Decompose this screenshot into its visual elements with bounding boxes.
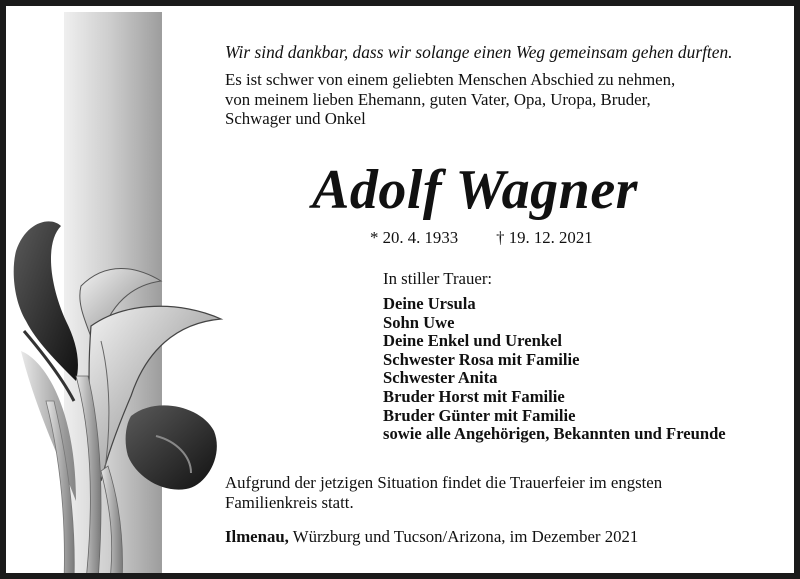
intro-line: Es ist schwer von einem geliebten Menschen Abschied zu nehmen, bbox=[225, 70, 676, 89]
calla-lily-icon bbox=[6, 211, 246, 579]
closing-place: Ilmenau, bbox=[225, 527, 289, 546]
closing-line bbox=[225, 527, 638, 547]
funeral-note bbox=[225, 473, 662, 512]
mourner: sowie alle Angehörigen, Bekannten und Freunde bbox=[383, 424, 726, 444]
note-line: Familienkreis statt. bbox=[225, 492, 354, 512]
note-line: Aufgrund der jetzigen Situation findet die Trauerfeier im engsten bbox=[225, 473, 663, 492]
closing-rest: Würzburg und Tucson/Arizona, im Dezember 2021 bbox=[288, 527, 639, 546]
mourner: Deine Enkel und Urenkel bbox=[383, 331, 563, 351]
birth-date: * 20. 4. 1933 bbox=[370, 228, 459, 247]
deceased-name: Adolf Wagner bbox=[312, 159, 638, 221]
mourner: Deine Ursula bbox=[383, 294, 476, 313]
motto: Wir sind dankbar, dass wir solange einen Weg gemeinsam gehen durften. bbox=[225, 42, 733, 62]
intro-line: von meinem lieben Ehemann, guten Vater, Opa, Uropa, Bruder, bbox=[225, 89, 651, 109]
mourner: Bruder Günter mit Familie bbox=[383, 405, 576, 425]
mourner: Schwester Anita bbox=[383, 368, 498, 388]
death-date: † 19. 12. 2021 bbox=[496, 228, 593, 247]
mourning-heading: In stiller Trauer: bbox=[383, 269, 493, 288]
mourner: Sohn Uwe bbox=[383, 312, 455, 332]
intro-line: Schwager und Onkel bbox=[225, 109, 366, 128]
mourner: Bruder Horst mit Familie bbox=[383, 386, 565, 406]
intro-text bbox=[225, 70, 675, 129]
mourner: Schwester Rosa mit Familie bbox=[383, 349, 580, 369]
life-dates bbox=[370, 228, 593, 248]
mourners-list bbox=[383, 295, 726, 444]
